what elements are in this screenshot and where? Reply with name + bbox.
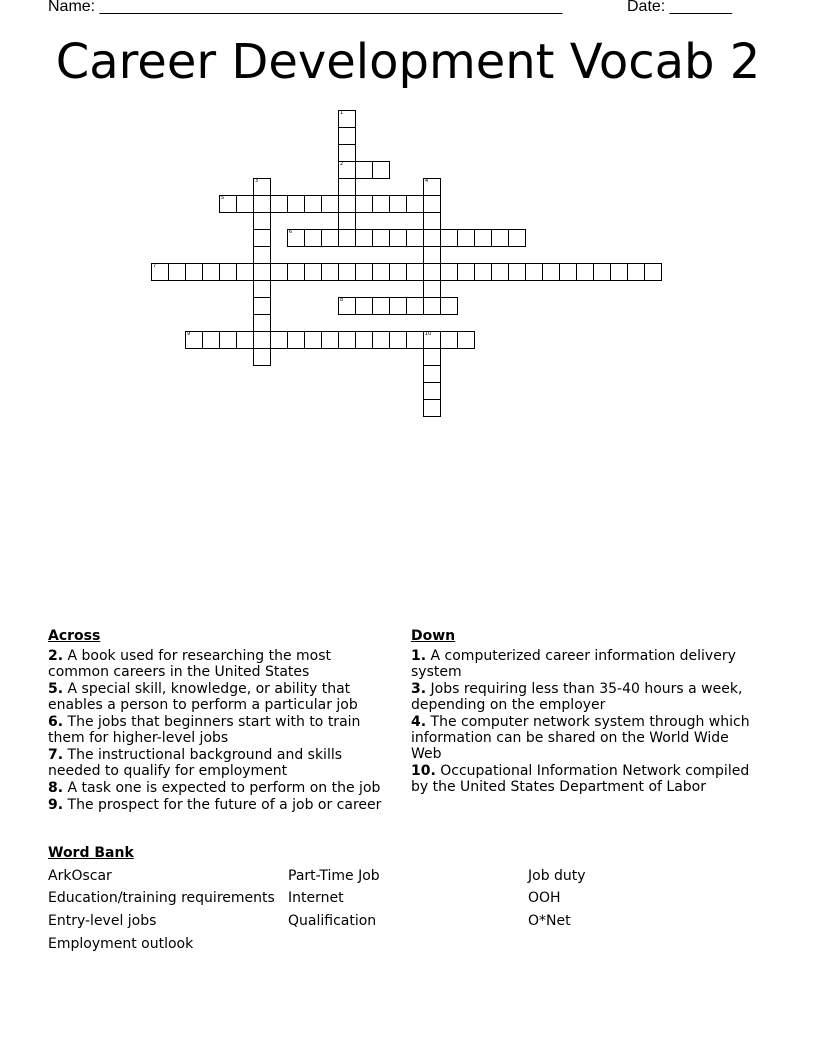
across-clue: 6. The jobs that beginners start with to train them for higher-level jobs (48, 714, 361, 746)
crossword-cell[interactable] (372, 195, 390, 213)
crossword-cell[interactable] (253, 212, 271, 230)
crossword-cell[interactable] (457, 331, 475, 349)
crossword-cell[interactable] (202, 331, 220, 349)
word-bank-item: Employment outlook (48, 936, 194, 952)
crossword-cell[interactable] (253, 178, 271, 196)
across-clue: 7. The instructional background and skills needed to qualify for employment (48, 747, 343, 779)
clue-number: 6 (289, 229, 293, 235)
crossword-cell[interactable] (236, 195, 254, 213)
crossword-cell[interactable] (423, 178, 441, 196)
crossword-cell[interactable] (610, 263, 628, 281)
word-bank-item: Internet (288, 890, 344, 906)
page-title: Career Development Vocab 2 (55, 34, 761, 90)
crossword-cell[interactable] (338, 195, 356, 213)
crossword-cell[interactable] (474, 229, 492, 247)
down-clues (411, 628, 761, 796)
crossword-cell[interactable] (355, 331, 373, 349)
crossword-cell[interactable] (253, 229, 271, 247)
crossword-cell[interactable] (355, 297, 373, 315)
crossword-cell[interactable] (389, 297, 407, 315)
crossword-cell[interactable] (440, 331, 458, 349)
down-clue: 1. A computerized career information delivery system (411, 648, 736, 680)
clue-number: 9 (187, 331, 191, 337)
crossword-cell[interactable] (372, 297, 390, 315)
clue-number: 4 (425, 178, 429, 184)
crossword-cell[interactable] (355, 195, 373, 213)
date-field-label: Date: _______ (627, 0, 732, 15)
crossword-cell[interactable] (508, 263, 526, 281)
crossword-cell[interactable] (338, 110, 356, 128)
crossword-cell[interactable] (287, 263, 305, 281)
crossword-cell[interactable] (253, 246, 271, 264)
crossword-cell[interactable] (389, 195, 407, 213)
crossword-cell[interactable] (253, 263, 271, 281)
crossword-cell[interactable] (202, 263, 220, 281)
crossword-cell[interactable] (423, 365, 441, 383)
crossword-cell[interactable] (287, 195, 305, 213)
crossword-cell[interactable] (423, 399, 441, 417)
crossword-cell[interactable] (423, 212, 441, 230)
word-bank-item: O*Net (528, 913, 571, 929)
clue-number: 3 (255, 178, 259, 184)
crossword-cell[interactable] (236, 331, 254, 349)
crossword-cell[interactable] (559, 263, 577, 281)
crossword-cell[interactable] (321, 229, 339, 247)
clue-number: 10 (425, 331, 432, 337)
crossword-cell[interactable] (270, 195, 288, 213)
crossword-cell[interactable] (338, 178, 356, 196)
crossword-cell[interactable] (355, 161, 373, 179)
word-bank-item: OOH (528, 890, 561, 906)
word-bank-item: ArkOscar (48, 868, 112, 884)
crossword-cell[interactable] (457, 229, 475, 247)
crossword-cell[interactable] (406, 331, 424, 349)
crossword-cell[interactable] (389, 331, 407, 349)
crossword-cell[interactable] (270, 263, 288, 281)
crossword-grid (0, 0, 816, 430)
crossword-cell[interactable] (321, 263, 339, 281)
down-clue: 10. Occupational Information Network compiled by the United States Department of Labor (411, 763, 750, 795)
down-heading: Down (411, 628, 456, 644)
crossword-cell[interactable] (338, 297, 356, 315)
across-clues (48, 628, 393, 814)
crossword-cell[interactable] (219, 263, 237, 281)
crossword-cell[interactable] (253, 348, 271, 366)
crossword-cell[interactable] (406, 195, 424, 213)
crossword-cell[interactable] (627, 263, 645, 281)
crossword-cell[interactable] (389, 229, 407, 247)
crossword-cell[interactable] (423, 297, 441, 315)
crossword-cell[interactable] (423, 195, 441, 213)
crossword-cell[interactable] (593, 263, 611, 281)
word-bank-item: Entry-level jobs (48, 913, 157, 929)
crossword-cell[interactable] (423, 348, 441, 366)
crossword-cell[interactable] (423, 280, 441, 298)
crossword-cell[interactable] (236, 263, 254, 281)
across-clue: 9. The prospect for the future of a job or career (48, 797, 382, 813)
crossword-cell[interactable] (406, 297, 424, 315)
crossword-cell[interactable] (491, 263, 509, 281)
crossword-cell[interactable] (304, 263, 322, 281)
crossword-cell[interactable] (304, 229, 322, 247)
clue-number: 1 (340, 110, 344, 116)
crossword-cell[interactable] (321, 195, 339, 213)
crossword-cell[interactable] (253, 314, 271, 332)
word-bank-heading: Word Bank (48, 845, 134, 861)
crossword-cell[interactable] (253, 195, 271, 213)
clue-number: 5 (221, 195, 225, 201)
crossword-cell[interactable] (304, 331, 322, 349)
crossword-cell[interactable] (423, 229, 441, 247)
crossword-cell[interactable] (253, 280, 271, 298)
across-clue: 8. A task one is expected to perform on the job (48, 780, 381, 796)
crossword-cell[interactable] (168, 263, 186, 281)
crossword-cell[interactable] (219, 195, 237, 213)
crossword-cell[interactable] (423, 382, 441, 400)
word-bank-item: Part-Time Job (288, 868, 380, 884)
crossword-cell[interactable] (219, 331, 237, 349)
crossword-cell[interactable] (372, 161, 390, 179)
crossword-cell[interactable] (287, 331, 305, 349)
crossword-cell[interactable] (253, 297, 271, 315)
crossword-cell[interactable] (338, 161, 356, 179)
crossword-cell[interactable] (321, 331, 339, 349)
crossword-cell[interactable] (389, 263, 407, 281)
crossword-cell[interactable] (440, 297, 458, 315)
crossword-cell[interactable] (372, 229, 390, 247)
crossword-cell[interactable] (338, 144, 356, 162)
down-clue: 3. Jobs requiring less than 35-40 hours a week, depending on the employer (411, 681, 743, 713)
crossword-cell[interactable] (338, 331, 356, 349)
word-bank-item: Qualification (288, 913, 377, 929)
crossword-cell[interactable] (185, 263, 203, 281)
crossword-cell[interactable] (542, 263, 560, 281)
crossword-cell[interactable] (338, 229, 356, 247)
crossword-cell[interactable] (423, 263, 441, 281)
across-heading: Across (48, 628, 101, 644)
crossword-cell[interactable] (440, 263, 458, 281)
clue-number: 8 (340, 297, 344, 303)
word-bank-item: Job duty (528, 868, 586, 884)
across-clue: 5. A special skill, knowledge, or ability that enables a person to perform a particular job (48, 681, 358, 713)
crossword-cell[interactable] (338, 263, 356, 281)
crossword-cell[interactable] (372, 263, 390, 281)
name-field-label: Name: ____________________________________________________ (48, 0, 563, 15)
crossword-cell[interactable] (287, 229, 305, 247)
crossword-cell[interactable] (474, 263, 492, 281)
word-bank-item: Education/training requirements (48, 890, 275, 906)
crossword-cell[interactable] (525, 263, 543, 281)
crossword-cell[interactable] (423, 331, 441, 349)
crossword-cell[interactable] (423, 246, 441, 264)
crossword-cell[interactable] (338, 212, 356, 230)
crossword-cell[interactable] (372, 331, 390, 349)
crossword-cell[interactable] (406, 263, 424, 281)
crossword-cell[interactable] (576, 263, 594, 281)
crossword-cell[interactable] (151, 263, 169, 281)
down-clue: 4. The computer network system through which information can be shared on the World Wide Web (411, 714, 750, 762)
crossword-cell[interactable] (440, 229, 458, 247)
crossword-cell[interactable] (355, 229, 373, 247)
crossword-cell[interactable] (304, 195, 322, 213)
crossword-cell[interactable] (338, 127, 356, 145)
clue-number: 7 (153, 263, 157, 269)
crossword-cell[interactable] (253, 331, 271, 349)
crossword-cell[interactable] (270, 331, 288, 349)
crossword-cell[interactable] (355, 263, 373, 281)
clue-number: 2 (340, 161, 344, 167)
crossword-cell[interactable] (185, 331, 203, 349)
crossword-cell[interactable] (508, 229, 526, 247)
crossword-cell[interactable] (491, 229, 509, 247)
crossword-cell[interactable] (644, 263, 662, 281)
crossword-cell[interactable] (406, 229, 424, 247)
across-clue: 2. A book used for researching the most common careers in the United States (48, 648, 332, 680)
crossword-cell[interactable] (457, 263, 475, 281)
